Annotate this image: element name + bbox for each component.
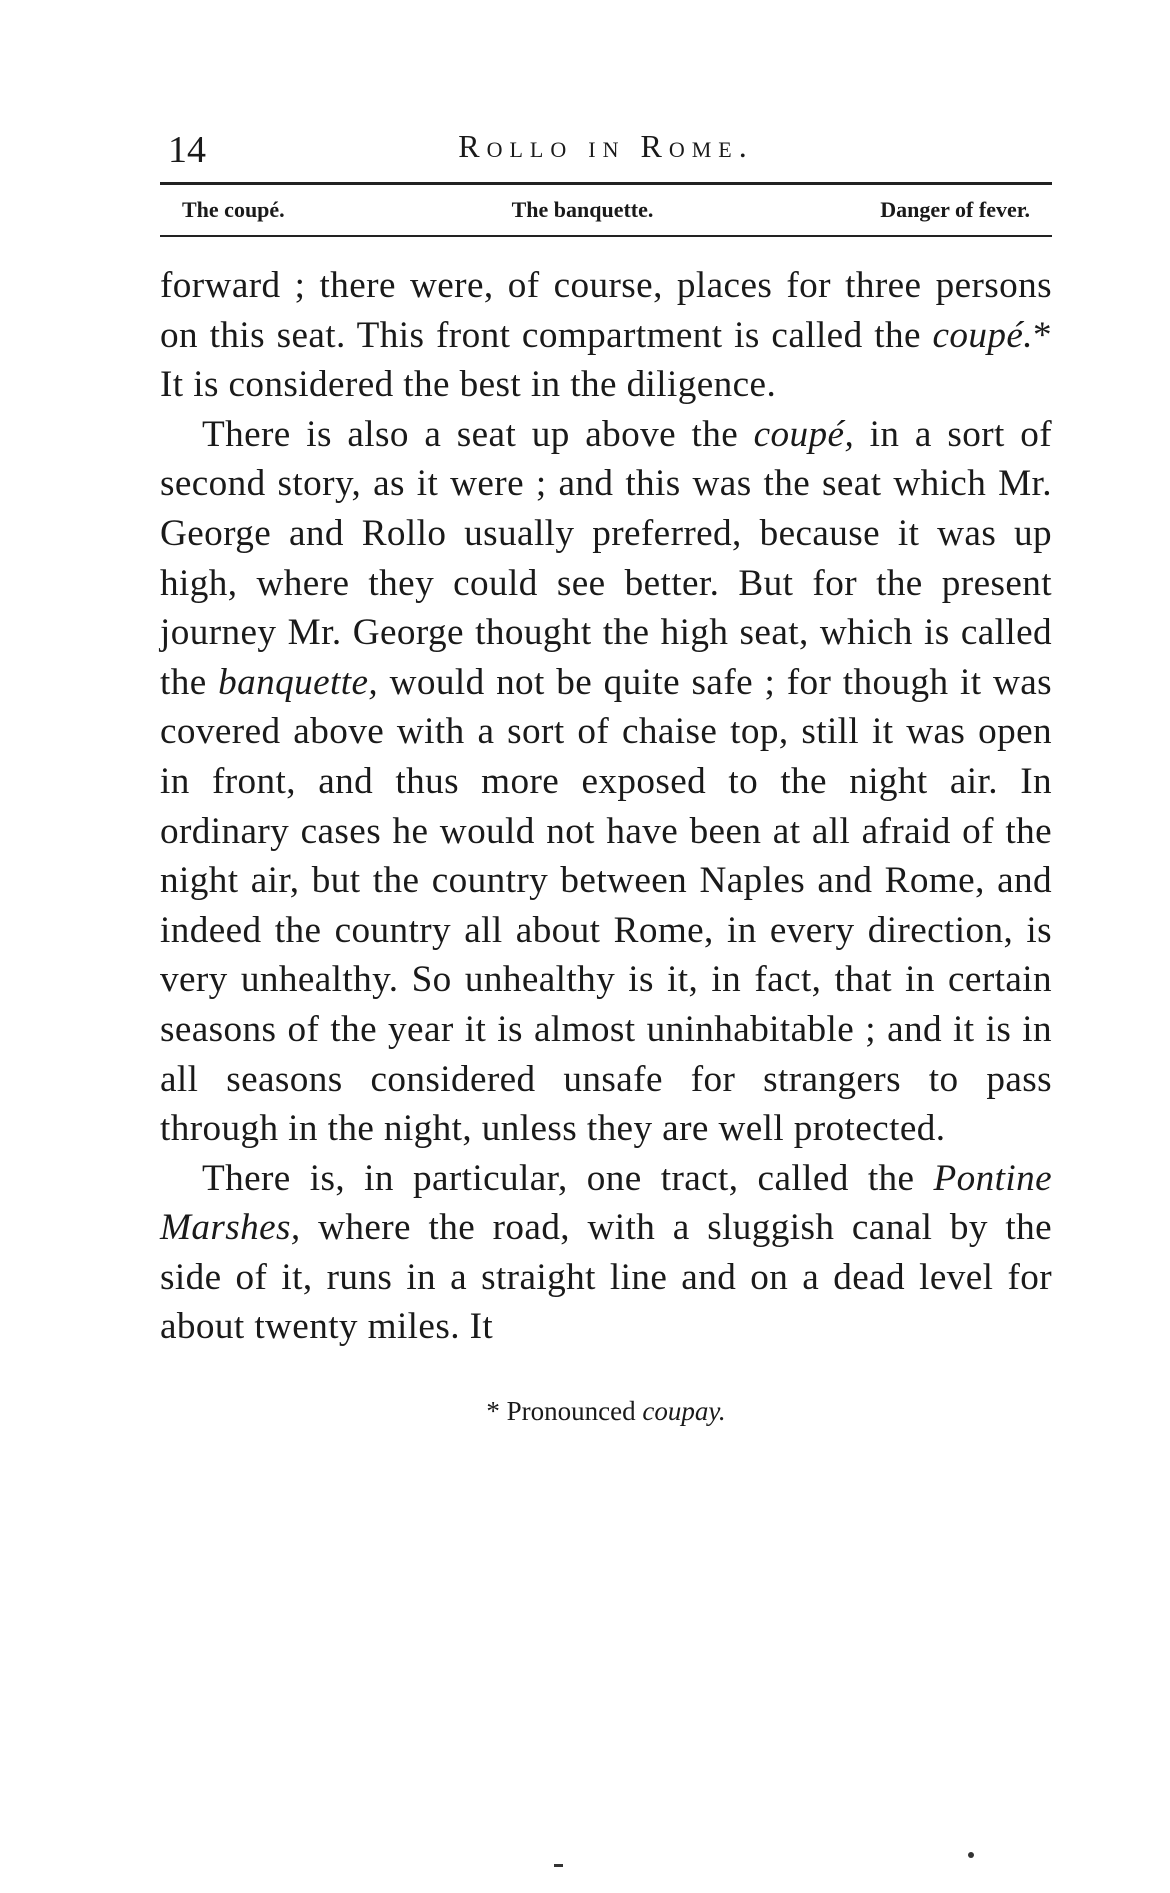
footnote-italic: coupay. — [642, 1396, 726, 1427]
paragraph-1 — [160, 261, 1052, 410]
text-run: in a sort of second story, as it were ; and this was the seat which Mr. George and Rollo usually preferred, because it was up high, where they could see better. But for the present journey Mr. George thought the high seat, which is called the — [160, 413, 1052, 703]
text-run: It is considered the best in the diligence. — [160, 364, 777, 406]
italic-term-pontine-marshes: Pontine Marshes, — [160, 1157, 1052, 1249]
topic-heading-banquette: The banquette. — [511, 197, 654, 222]
text-run: There is, in particular, one tract, called the — [202, 1157, 934, 1199]
italic-term-banquette: banquette, — [218, 661, 379, 703]
paragraph-3 — [160, 1154, 1052, 1352]
book-page — [160, 120, 1052, 1427]
topic-heading-coupe: The coupé. — [182, 197, 285, 222]
text-run: There is also a seat up above the — [202, 413, 754, 455]
text-run: forward ; there were, of course, places for three persons on this seat. This front compartment is called the — [160, 265, 1052, 356]
topic-heading-danger: Danger of fever. — [880, 197, 1030, 222]
running-head — [160, 120, 1052, 182]
paragraph-2 — [160, 410, 1052, 1154]
print-speck-dash — [554, 1864, 563, 1867]
footnote-reference: * — [1033, 314, 1052, 356]
print-speck-dot — [968, 1852, 974, 1858]
header-rule-bottom — [160, 235, 1052, 237]
book-title: Rollo in Rome. — [458, 128, 754, 164]
page-number: 14 — [168, 129, 206, 171]
italic-term-coupe: coupé, — [753, 413, 855, 455]
topic-headings — [160, 185, 1052, 235]
footnote-mark: * — [486, 1396, 500, 1427]
body-text — [160, 261, 1052, 1352]
footnote — [160, 1396, 1052, 1427]
text-run: where the road, with a sluggish canal by the side of it, runs in a straight line and on a dead level for about twenty miles. It — [160, 1207, 1052, 1348]
footnote-text: Pronounced — [499, 1396, 643, 1427]
text-run: would not be quite safe ; for though it was covered above with a sort of chaise top, still it was open in front, and thus more exposed to the night air. In ordinary cases he would not have been at all afraid of the night air, but the country between Naples and Rome, and indeed the country all about Rome, in every direction, is very unhealthy. So unhealthy is it, in fact, that in certain seasons of the year it is almost uninhabitable ; and it is in all seasons considered unsafe for strangers to pass through in the night, unless they are well protected. — [160, 661, 1053, 1150]
italic-term-coupe: coupé. — [932, 314, 1033, 356]
